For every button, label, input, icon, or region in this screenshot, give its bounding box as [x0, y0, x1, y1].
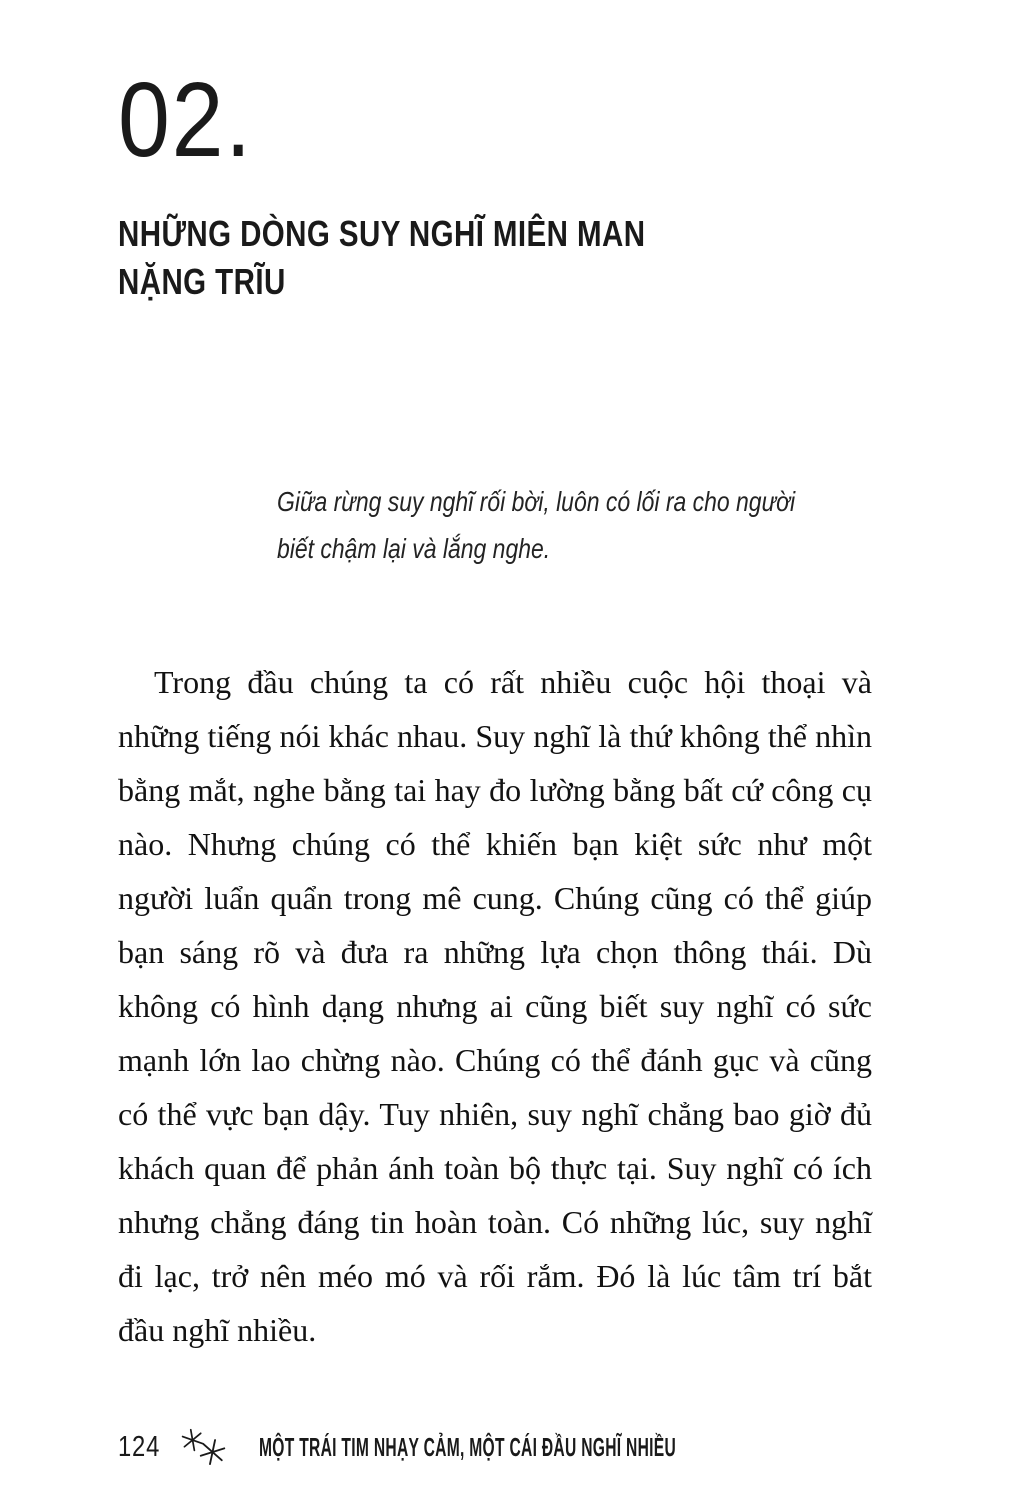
epigraph-line-1: Giữa rừng suy nghĩ rối bời, luôn có lối ra cho người	[277, 486, 796, 517]
chapter-title-line-1: NHỮNG DÒNG SUY NGHĨ MIÊN MAN	[118, 213, 646, 254]
chapter-title	[118, 210, 645, 306]
body-paragraph: Trong đầu chúng ta có rất nhiều cuộc hội thoại và những tiếng nói khác nhau. Suy nghĩ là thứ không thể nhìn bằng mắt, nghe bằng tai hay đo lường bằng bất cứ công cụ nào. Nhưng chúng có thể khiến bạn kiệt sức như một người luẩn quẩn trong mê cung. Chúng cũng có thể giúp bạn sáng rõ và đưa ra những lựa chọn thông thái. Dù không có hình dạng nhưng ai cũng biết suy nghĩ có sức mạnh lớn lao chừng nào. Chúng có thể đánh gục và cũng có thể vực bạn dậy. Tuy nhiên, suy nghĩ chẳng bao giờ đủ khách quan để phản ánh toàn bộ thực tại. Suy nghĩ có ích nhưng chẳng đáng tin hoàn toàn. Có những lúc, suy nghĩ đi lạc, trở nên méo mó và rối rắm. Đó là lúc tâm trí bắt đầu nghĩ nhiều.	[118, 664, 872, 1348]
page-number: 124	[118, 1430, 161, 1463]
epigraph-line-2: biết chậm lại và lắng nghe.	[277, 533, 551, 564]
chapter-title-line-2: NẶNG TRĨU	[118, 261, 286, 302]
asterisk-star-icon	[195, 1435, 229, 1473]
epigraph	[277, 478, 795, 572]
chapter-number: 02.	[118, 61, 253, 179]
footer-star-ornament	[181, 1426, 233, 1468]
page-footer	[118, 1426, 955, 1468]
running-book-title: MỘT TRÁI TIM NHẠY CẢM, MỘT CÁI ĐẦU NGHĨ NHIỀU	[259, 1431, 677, 1462]
